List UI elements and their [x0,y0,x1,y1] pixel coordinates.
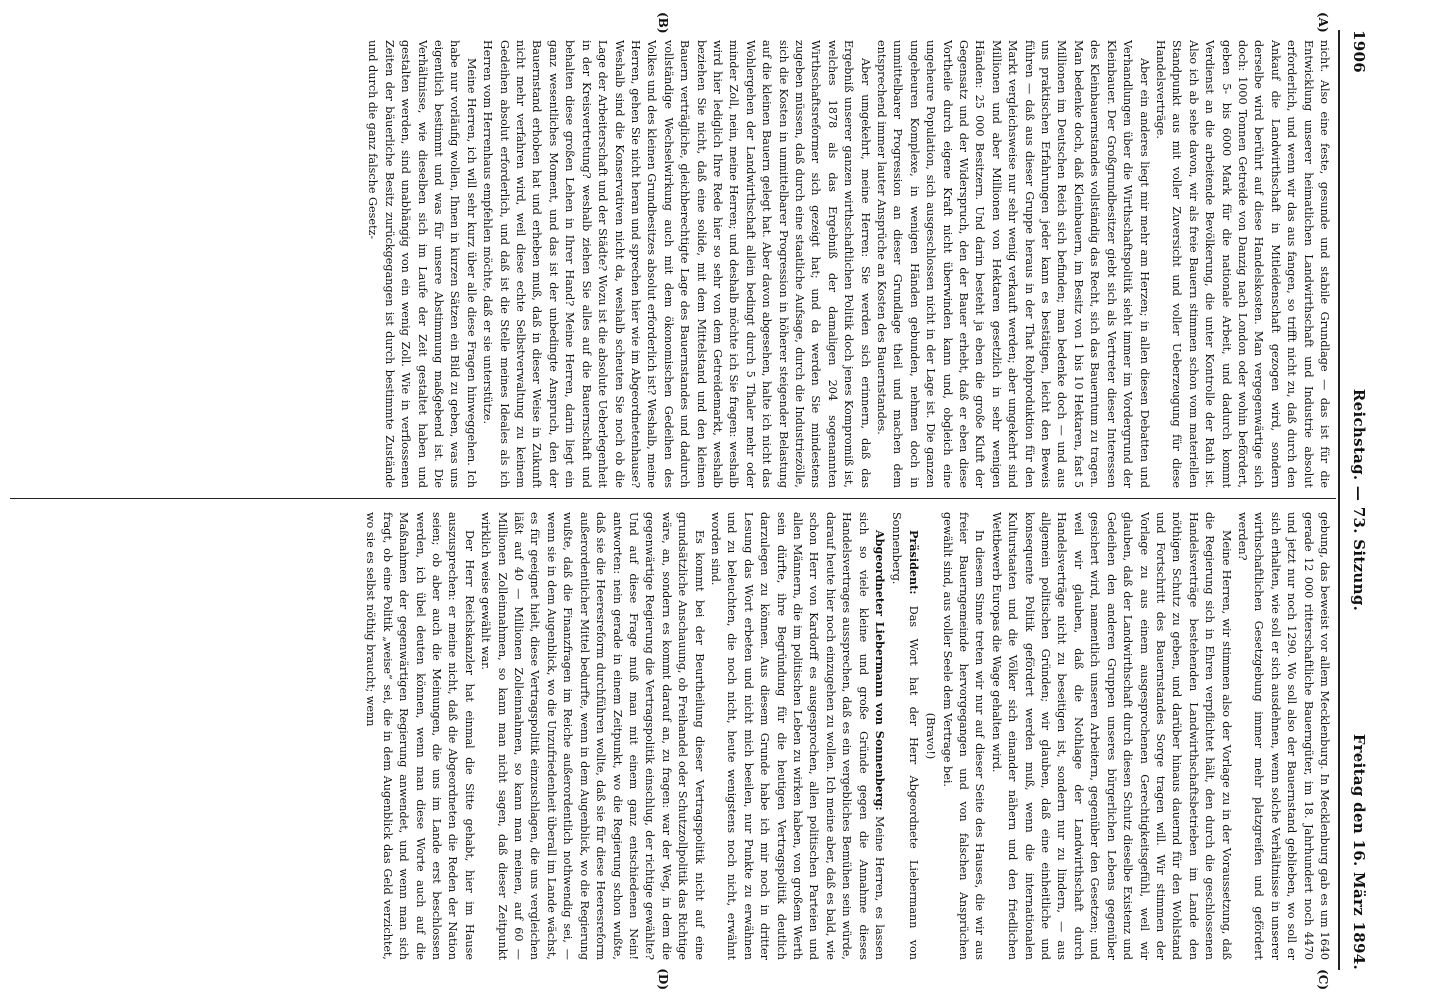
right-paragraph: In diesem Sinne treten wir nur auf dieser Seite des Hauses, die wir aus freier Bauerngemeinde hervorgegangen und von falschen Ansprüchen gewählt sind, aus voller Seele dem Vertrage bei. [940,512,987,960]
left-paragraph: nicht. Also eine feste, gesunde und stabile Grundlage — das ist für die Entwicklung unserer heimatlichen Landwirthschaft und Industrie absolut erforderlich, und wenn wir das aus fangen, so trifft nicht zu, daß durch den Ankauf die Landwirthschaft in Mitleidenschaft gezogen wird, sondern derselbe wird berührt auf diese Handelskosten. Man vergegenwärtige sich doch: 1000 Tonnen Getreide von Danzig nach London oder wohin befördert, geben 5- bis 6000 Mark für die nationale Arbeit, und dadurch kommt Verdienst an die arbeitende Bevölkerung, die unter Kontrolle der Rath ist. Also ich ab sehe davon, wir als freie Bauern stimmen schon vom materiellen Standpunkt aus mit voller Zuversicht und voller Ueberzeugung für diese Handelsverträge. [1153,40,1331,488]
left-paragraph: Aber umgekehrt, meine Herren: Sie werden sich erinnern, daß das Ergebniß unserer ganzen wirthschaftlichen Politik doch jenes Kompromiß ist, welches 1878 als das Ergebniß der damaligen 204 sogenannten Wirthschaftsreformer sich gezeigt hat; und da werden Sie mindestens zugeben müssen, daß durch eine staatliche Aufsage, durch die Industriezölle, sich die Kosten in unmittelbarer Progression in höherer steigender Belastung auf die kleinen Bauern gelegt hat. Aber davon abgesehen, halte ich nicht das Wohlergehen der Landwirthschaft allein bedingt durch 5 Thaler mehr oder minder Zoll, nein, meine Herren; und deshalb möchte ich Sie fragen: weshalb wird hier lediglich Ihre Rede hier so sehr von dem Getreidemarkt, weshalb beziehen Sie nicht, daß eine solide, mit dem Mittelstand und den kleinen Bauern verträgliche, gleichberechtigte Lage des Bauernstandes und dadurch vollständige Wechselwirkung auch mit dem ökonomischen Gedeihen des Volkes und des kleinen Grundbesitzes absolut erforderlich ist? Weshalb, meine Herren, gehen Sie nicht heran und sprechen hier wie im Abgeordnetenhause? Weshalb sind die Konservativen nicht da, weshalb scheuten Sie noch ob die Lage der Arbeiterschaft und der Städte? Wozu ist die absolute Ueberlegenheit in der Kreisvertretung? weshalb ziehen Sie alles auf die Bauernschaft und behalten diese großen Lehen in Ihrer Hand? Meine Herren, darin liegt ein ganz wesentliches Moment, und das ist der unbedingte Anspruch, den der Bauernstand erhoben hat und erheben muß, daß in dieser Weise in Zukunft nicht mehr verfahren wird, weil diese echte Selbstverwaltung zu keinem Gedeihen absolut erforderlich, und daß ist die Stelle meines Ideales als ich Herren vom Herrenhaus empfehlen möchte, daß er sie unterstütze. [481,40,872,488]
margin-mark-c: (C) [1316,969,1330,990]
right-paragraph: gebung, das beweist vor allem Mecklenburg. In Mecklenburg gab es um 1640 gerade 12 000 ritterschaftliche Bauerngüter, im 18. Jahrhundert noch 4470 und jetzt nur noch 1290. Wo soll also der Bauernstand geblieben, wo soll er sich erhalten, wie soll er sich ausdehnen, wenn solche Verhältnisse in unserer wirthschaftlichen Gesetzgebung immer mehr platzgreifen und gefördert werden? [1235,512,1331,960]
applause-note: (Bravo!) [924,712,938,760]
page-title: Reichstag. — 73. Sitzung. [1350,388,1368,612]
president-paragraph [888,512,922,960]
speaker-text: Meine Herren, es lassen sich so viele kleine und große Gründe gegen die Annahme dieses Handelsvertrages aussprechen, daß es ein vergebliches Bemühen sein würde, darauf heute hier noch einzugehen zu wollen. Ich meine aber, daß es bald, wie schon Herr von Kardorff es ausgesprochen, allen politischen Parteien und allen Männern, die im politischen Leben zu wirken haben, von großem Werth sein dürfte, ihre Begründung für die heutigen Vertragspolitik deutlich darzulegen zu können. Aus diesem Grunde habe ich mir noch in dritter Lesung das Wort erbeten und nicht mich beeilen, nur Punkte zu erwähnen und zu beleuchten, die noch nicht, heute wenigstens noch nicht, erwähnt worden sind. [708,512,887,960]
right-paragraph: Es kommt bei der Beurtheilung dieser Vertragspolitik nicht auf eine grundsätzliche Anschauung, ob Freihandel oder Schutzzollpolitik das Richtige wäre, an, sondern es kommt darauf an, zu fragen: war der Weg, in dem die gegenwärtige Regierung die Vertragspolitik einschlug, der richtige gewählte? Und auf diese Frage muß man mit einem ganz entschiedenen Nein! antworten: nein gerade in einem Zeitpunkt, wo die Regierung schon wußte, daß sie die Heeresreform durchführen wollte, daß sie für diese Heeresreform außerordentlicher Mittel bedurfte, wenn in dem Augenblick, wo die Regierung wußte, daß die Finanzfragen im Reiche außerordentlich nothwendig sei, — wenn sie in dem Augenblick, wo die Unzufriedenheit überall im Lande wächst, es für geeignet hielt, diese Vertragspolitik einzuschlagen, die uns vergleichen läßt auf 40 — Millionen Zolleinnahmen, so kann man meinen, auf 60 — Millionen Zolleinnahmen, so kann man nicht sagen, daß dieser Zeitpunkt wirklich weise gewählt war. [479,512,706,960]
margin-mark-a: (A) [1316,12,1330,33]
page-number: 1906 [1350,30,1368,73]
page-date: Freitag den 16. März 1894. [1350,733,1368,970]
right-paragraph: Meine Herren, wir stimmen also der Vorlage zu in der Voraussetzung, daß die Regierung sich in Ehren verpflichtet hält, den durch die geschlossenen Handelsverträge bestehenden Landwirthschaftsbetrieben im Lande den nöthigen Schutz zu geben, und darüber hinaus dauernd für den Wohlstand und Fortschritt des Bauernstandes Sorge tragen will. Wir stimmen der Vorlage zu aus einem ausgesprochenen Gerechtigkeitsgefühl, weil wir glauben, daß der Landwirthschaft durch diesen Schutz dieselbe Existenz und Gedeihen den anderen Gruppen unseres bürgerlichen Lebens gegenüber gesichert wird, namentlich unseren Arbeitern, gegenüber den Gesetzen; und weil wir glauben, daß die Nothlage der Landwirthschaft durch Handelsverträge nicht zu beseitigen ist, sondern nur zu lindern, — aus allgemein politischen Gründen; wir glauben, daß eine einheitliche und konsequente Politik gefördert werden muß, wenn die internationalen Kulturstaaten und die Völker sich einander nähern und den friedlichen Wettbewerb Europas die Wage gehalten wird. [989,512,1233,960]
page-header [1344,30,1368,970]
right-column [10,512,1332,960]
margin-mark-b: (B) [656,12,670,34]
margin-mark-d: (D) [656,968,670,990]
left-paragraph: Meine Herren, ich will sehr kurz über alle diese Fragen hinweggehen. Ich habe nur vorläufig wollen, Ihnen in kurzen Sätzen ein Bild zu geben, was uns eigentlich bestimmt und was für unsere Abstimmung maßgebend ist. Die Verhältnisse, wie dieselben sich im Laufe der Zeit gestaltet haben und gestalten werden, sind unabhängig von ein wenig Zoll. Wie in verflossenen Zeiten der bäuerliche Besitz zurückgegangen ist durch bestimmte Zustände und durch die ganz falsche Gesetz- [366,40,478,488]
speaker-paragraph [707,512,888,960]
speaker-label: Abgeordneter Liebermann von Sonnenberg: [873,530,888,811]
president-text: Das Wort hat der Herr Abgeordnete Liebermann von Sonnenberg. [890,512,920,960]
header-rule [1338,30,1340,970]
left-paragraph: Aber ein anderes liegt mir mehr am Herzen; in allen diesen Debatten und Verhandlungen über die Wirthschaftspolitik sieht immer im Vordergrund der Kleinbauer. Der Großgrundbesitzer giebt sich als Vertreter dieser Interessen des Kleinbauernstandes vollständig das Recht, sich das Bauerntum zu tragen. Man bedenke doch, daß Kleinbauern, im Besitz von 1 bis 10 Hektaren, fast 5 Millionen im Deutschen Reich sich befinden; man bedenke doch — und aus uns praktischen Erfahrungen jeder kann es bestätigen, leicht den Beweis führen — daß aus dieser Gruppe heraus in der That Rohproduktion für den Markt vergleichsweise nur sehr wenig verkauft werden; aber umgekehrt sind Millionen und aber Millionen von Hektaren gesetzlich in sehr wenigen Händen: 25 000 Besitzern. Und darin besteht ja eben die große Kluft der Gegensatz und der Widerspruch, den der Bauer erhebt, daß er eben diese Vortheile durch eigene Kraft nicht überwinden kann und, obgleich eine ungeheure Population, sich ausgeschlossen nicht in der Lage ist. Die ganzen ungeheuren Komplexe, in wenigen Händen gebunden, nehmen doch in unmittelbarer Progression an dieser Grundlage theil und machen dem entsprechend immer lauter Ansprüche an Kosten des Bauernstandes. [875,40,1151,488]
president-label: Präsident: [906,530,921,595]
right-paragraph: Der Herr Reichskanzler hat einmal die Sitte gehabt, hier im Hause auszusprechen: er meine nicht, daß die Abgeordneten die Reden der Nation seien; ob aber auch die Meinungen, die uns im Lande erst beschlossen werden, ich übel deuten können, wenn man diese Worte auch auf die Maßnahmen der gegenwärtigen Regierung anwendet, und wenn man sich fragt, ob eine Politik „weise“ sei, die in dem Augenblick das Geld verzichtet, wo sie es selbst nöthig braucht; wenn [364,512,476,960]
left-column [10,40,1332,488]
column-divider [10,498,1336,499]
